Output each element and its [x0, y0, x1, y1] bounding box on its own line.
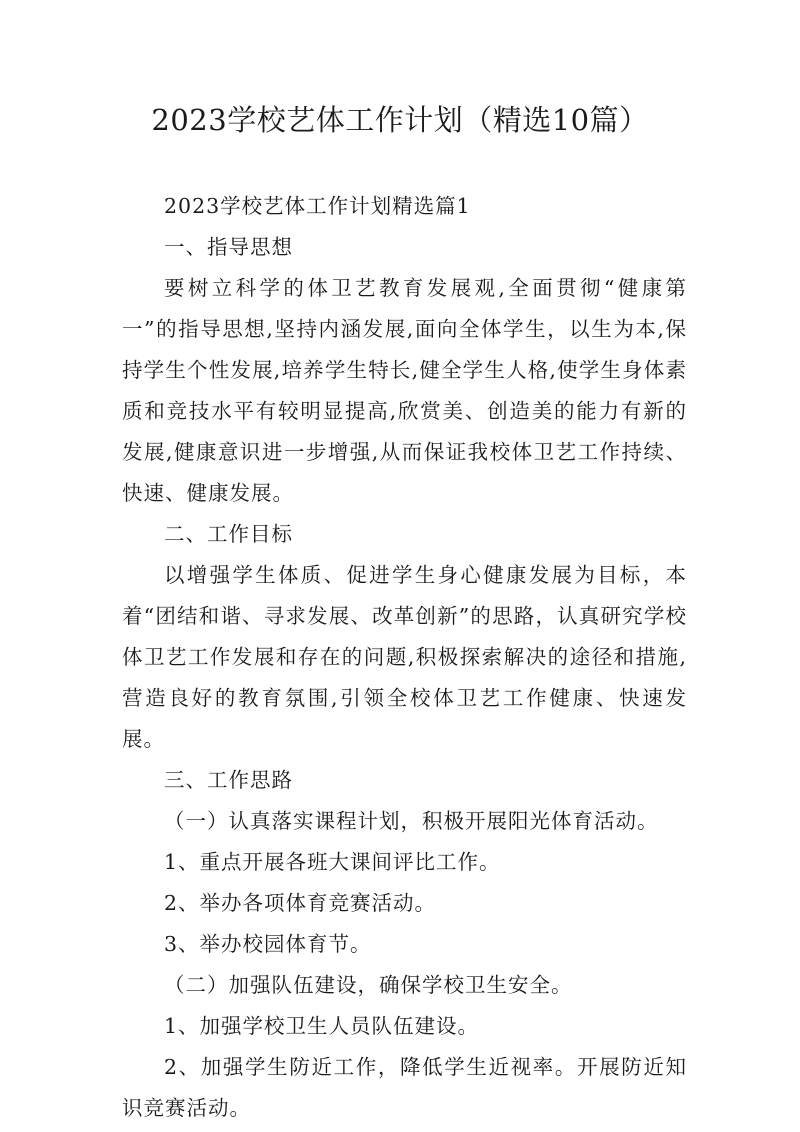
paragraph-guiding-ideology: 要树立科学的体卫艺教育发展观,全面贯彻“健康第一”的指导思想,坚持内涵发展,面向全体学生，以生为本,保持学生个性发展,培养学生特长,健全学生人格,使学生身体素质和竞技水平有较明显提高,欣赏美、创造美的能力有新的发展,健康意识进一步增强,从而保证我校体卫艺工作持续、快速、健康发展。 — [122, 276, 687, 505]
heading-work-approach: 三、工作思路 — [164, 768, 293, 792]
paragraph-item: 1、加强学校卫生人员队伍建设。 — [164, 1014, 480, 1038]
paragraph-item: （一）认真落实课程计划，积极开展阳光体育活动。 — [164, 809, 659, 833]
section-title: 2023学校艺体工作计划精选篇1 — [164, 194, 471, 218]
paragraph-work-goals: 以增强学生体质、促进学生身心健康发展为目标，本着“团结和谐、寻求发展、改革创新”的思路，认真研究学校体卫艺工作发展和存在的问题,积极探索解决的途径和措施,营造良好的教育氛围,引领全校体卫艺工作健康、快速发展。 — [122, 563, 687, 751]
document-body — [122, 186, 687, 1129]
paragraph-item: （二）加强队伍建设，确保学校卫生安全。 — [164, 973, 573, 997]
heading-work-goals: 二、工作目标 — [164, 522, 293, 546]
paragraph-item: 2、举办各项体育竞赛活动。 — [164, 891, 437, 915]
paragraph-item: 3、举办校园体育节。 — [164, 932, 372, 956]
heading-guiding-ideology: 一、指导思想 — [164, 235, 293, 259]
document-title: 2023学校艺体工作计划（精选10篇） — [151, 103, 649, 137]
paragraph-item: 1、重点开展各班大课间评比工作。 — [164, 850, 501, 874]
paragraph-item: 2、加强学生防近工作，降低学生近视率。开展防近知识竞赛活动。 — [122, 1055, 687, 1120]
